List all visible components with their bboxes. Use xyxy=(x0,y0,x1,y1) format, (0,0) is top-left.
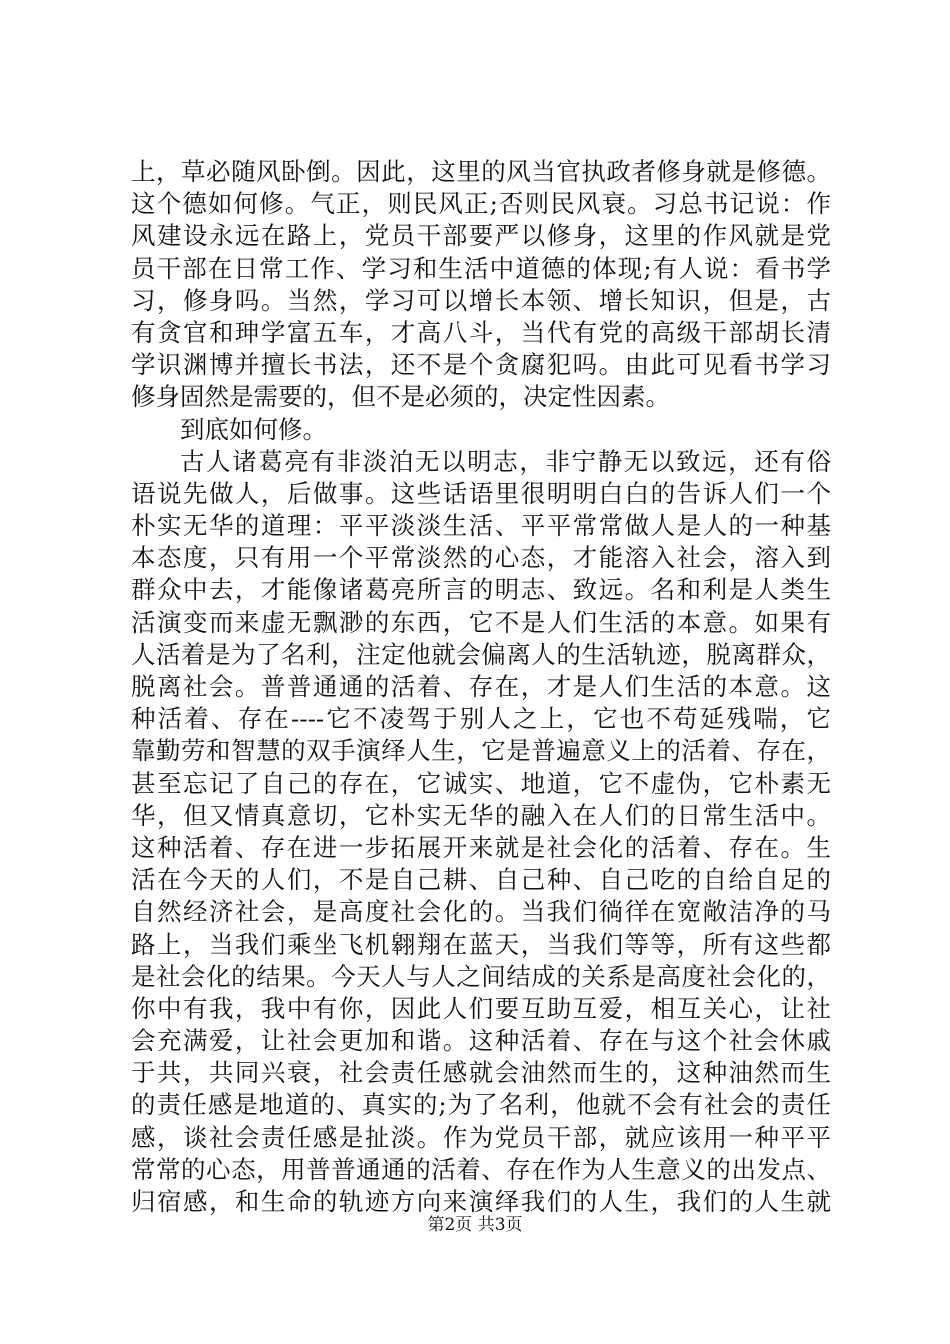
text-line: 归宿感，和生命的轨迹方向来演绎我们的人生，我们的人生就 xyxy=(131,1187,831,1216)
text-line: 这种活着、存在进一步拓展开来就是社会化的活着、存在。生 xyxy=(131,832,831,862)
text-line: 这个德如何修。气正，则民风正;否则民风衰。习总书记说：作 xyxy=(131,189,831,219)
text-line: 路上，当我们乘坐飞机翱翔在蓝天，当我们等等，所有这些都 xyxy=(131,929,831,959)
text-line: 修身固然是需要的，但不是必须的，决定性因素。 xyxy=(131,382,670,412)
text-line: 朴实无华的道理：平平淡淡生活、平平常常做人是人的一种基 xyxy=(131,511,831,541)
text-line: 种活着、存在----它不凌驾于别人之上，它也不苟延残喘，它 xyxy=(131,704,831,734)
text-line: 习，修身吗。当然，学习可以增长本领、增长知识，但是，古 xyxy=(131,285,831,315)
text-line: 活在今天的人们，不是自己耕、自己种、自己吃的自给自足的 xyxy=(131,865,831,895)
text-line: 常常的心态，用普普通通的活着、存在作为人生意义的出发点、 xyxy=(131,1154,831,1184)
text-line: 活演变而来虚无飘渺的东西，它不是人们生活的本意。如果有 xyxy=(131,607,831,637)
text-line: 你中有我，我中有你，因此人们要互助互爱，相互关心，让社 xyxy=(131,993,831,1023)
text-line: 自然经济社会，是高度社会化的。当我们徜徉在宽敞洁净的马 xyxy=(131,897,831,927)
text-line: 会充满爱，让社会更加和谐。这种活着、存在与这个社会休戚 xyxy=(131,1026,831,1056)
text-line: 学识渊博并擅长书法，还不是个贪腐犯吗。由此可见看书学习 xyxy=(131,350,831,380)
text-line: 于共，共同兴衰，社会责任感就会油然而生的，这种油然而生 xyxy=(131,1058,831,1088)
text-line: 员干部在日常工作、学习和生活中道德的体现;有人说：看书学 xyxy=(131,253,831,283)
text-line: 群众中去，才能像诸葛亮所言的明志、致远。名和利是人类生 xyxy=(131,575,831,605)
text-line: 华，但又情真意切，它朴实无华的融入在人们的日常生活中。 xyxy=(131,800,831,830)
text-line: 是社会化的结果。今天人与人之间结成的关系是高度社会化的， xyxy=(131,961,831,991)
page-footer: 第2页 共3页 xyxy=(427,1215,523,1235)
text-line: 甚至忘记了自己的存在，它诚实、地道，它不虚伪，它朴素无 xyxy=(131,768,831,798)
text-line: 上，草必随风卧倒。因此，这里的风当官执政者修身就是修德。 xyxy=(131,157,831,186)
paragraph-2 xyxy=(131,414,831,446)
text-line: 的责任感是地道的、真实的;为了名利，他就不会有社会的责任 xyxy=(131,1090,831,1120)
text-line: 本态度，只有用一个平常淡然的心态，才能溶入社会，溶入到 xyxy=(131,543,831,573)
text-line: 古人诸葛亮有非淡泊无以明志，非宁静无以致远，还有俗 xyxy=(180,446,831,476)
document-body xyxy=(131,156,831,1218)
paragraph-3 xyxy=(131,446,831,1219)
text-line: 风建设永远在路上，党员干部要严以修身，这里的作风就是党 xyxy=(131,221,831,251)
text-line: 语说先做人，后做事。这些话语里很明明白白的告诉人们一个 xyxy=(131,478,831,508)
text-line: 有贪官和珅学富五车，才高八斗，当代有党的高级干部胡长清 xyxy=(131,317,831,347)
paragraph-1 xyxy=(131,156,831,414)
text-line: 脱离社会。普普通通的活着、存在，才是人们生活的本意。这 xyxy=(131,672,831,701)
text-line: 人活着是为了名利，注定他就会偏离人的生活轨迹，脱离群众， xyxy=(131,639,831,669)
text-line: 靠勤劳和智慧的双手演绎人生，它是普遍意义上的活着、存在， xyxy=(131,736,831,766)
text-line: 感，谈社会责任感是扯淡。作为党员干部，就应该用一种平平 xyxy=(131,1122,831,1152)
text-line: 到底如何修。 xyxy=(180,414,327,444)
